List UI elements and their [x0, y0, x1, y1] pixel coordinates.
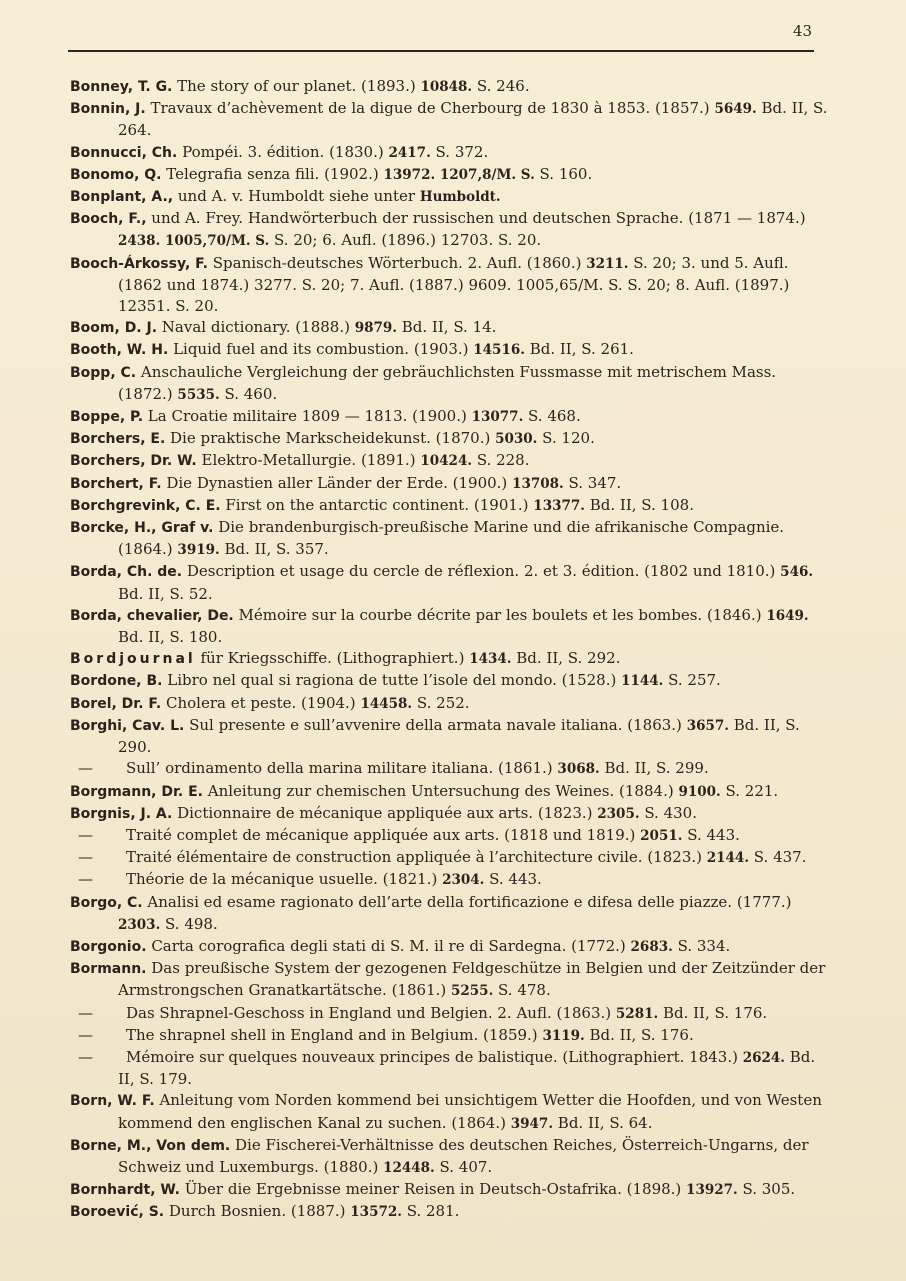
entry-title: Anleitung vom Norden kommend bei unsichtigem Wetter die Hoofden, und von Westen kommend den englischen Kanal zu suchen. (1864.) [118, 1091, 822, 1132]
entry-reference: Bd. II, S. 357. [219, 540, 329, 559]
catalog-entry [70, 317, 830, 339]
entry-number: 3119. [542, 1027, 585, 1044]
entry-title: Elektro-Metallurgie. (1891.) [196, 451, 421, 470]
entry-number: Humboldt. [419, 189, 501, 206]
entry-author: Borgmann, Dr. E. [70, 783, 203, 800]
entry-author: Born, W. F. [70, 1093, 155, 1110]
entry-author: Bormann. [70, 961, 147, 978]
entry-author: Bonney, T. G. [70, 79, 173, 95]
entry-title: Traité complet de mécanique appliquée aux arts. (1818 und 1819.) [126, 825, 641, 844]
entry-title: Die Dynastien aller Länder der Erde. (1900.) [161, 473, 513, 492]
entry-number: 2624. [742, 1049, 785, 1066]
catalog-entry [70, 825, 830, 847]
entry-title: Pompéi. 3. édition. (1830.) [177, 142, 389, 161]
catalog-entry [70, 142, 830, 164]
catalog-entry [70, 406, 830, 428]
entry-author: Bornhardt, W. [70, 1182, 181, 1199]
catalog-entry [70, 1003, 830, 1025]
entry-title: Libro nel qual si ragiona de tutte l’isole del mondo. (1528.) [162, 671, 622, 690]
catalog-entry [70, 936, 830, 958]
catalog-entry [70, 1135, 830, 1179]
entry-title: Liquid fuel and its combustion. (1903.) [168, 340, 474, 359]
entry-reference: Bd. II, S. 264. [118, 99, 828, 140]
catalog-entry [70, 186, 830, 208]
entry-author: Booch-Árkossy, F. [70, 255, 208, 272]
entry-reference: Bd. II, S. 176. [584, 1025, 694, 1044]
catalog-entry [70, 561, 830, 604]
entry-author: Booth, W. H. [70, 342, 169, 359]
entry-number: 1649. [766, 607, 809, 624]
entry-reference: S. 437. [749, 848, 807, 867]
entry-author: Borgonio. [70, 938, 147, 955]
entry-reference: Bd. II, S. 290. [118, 715, 800, 757]
catalog-entry [70, 892, 830, 936]
entry-title: und A. Frey. Handwörterbuch der russischen und deutschen Sprache. (1871 — 1874.) [146, 209, 806, 228]
entry-title: Naval dictionary. (1888.) [157, 318, 355, 337]
entry-author: Bordone, B. [70, 673, 163, 690]
catalog-entry [70, 1090, 830, 1134]
entry-title: Das Shrapnel-Geschoss in England und Belgien. 2. Aufl. (1863.) [126, 1003, 616, 1022]
entry-author: Borcke, H., Graf v. [70, 520, 214, 537]
entry-reference: Bd. II, S. 292. [511, 649, 621, 668]
entry-author: Borchert, F. [70, 475, 162, 492]
entry-reference: S. 443. [682, 825, 740, 844]
entry-author: Borchgrevink, C. E. [70, 497, 221, 514]
catalog-entry [70, 1047, 830, 1090]
entry-title: Dictionnaire de mécanique appliquée aux arts. (1823.) [172, 803, 598, 822]
entry-reference: Bd. II, S. 64. [553, 1113, 653, 1132]
entry-title: Das preußische System der gezogenen Feldgeschütze in Belgien und der Zeitzünder der Armstrongschen Granatkartätsche. (1861.) [118, 959, 826, 1000]
entry-number: 5255. [451, 983, 494, 1000]
entry-number: 10424. [420, 453, 473, 470]
catalog-entry [70, 98, 830, 141]
entry-number: 2051. [640, 827, 683, 844]
entry-reference: S. 347. [563, 473, 622, 492]
entry-title: La Croatie militaire 1809 — 1813. (1900.) [143, 407, 472, 426]
entry-number: 3211. [586, 255, 629, 272]
entry-title: Mémoire sur la courbe décrite par les boulets et les bombes. (1846.) [233, 605, 767, 624]
entry-title: First on the antarctic continent. (1901.) [220, 495, 534, 514]
entry-number: 3068. [557, 761, 600, 778]
entry-title: The shrapnel shell in England and in Belgium. (1859.) [126, 1025, 543, 1044]
catalog-entry [70, 450, 830, 472]
entry-reference: Bd. II, S. 261. [524, 340, 634, 359]
entry-reference: S. 281. [401, 1202, 460, 1221]
ditto-dash: — [78, 1003, 93, 1022]
catalog-entry [70, 473, 830, 495]
entry-author: Bopp, C. [70, 364, 137, 381]
entry-reference: S. 443. [484, 870, 542, 889]
entry-title: Spanisch-deutsches Wörterbuch. 2. Aufl. (1860.) [208, 253, 587, 272]
page-number: 43 [792, 22, 812, 40]
entry-reference: S. 20; 6. Aufl. (1896.) 12703. S. 20. [269, 231, 542, 250]
entry-author: Booch, F., [70, 211, 147, 228]
entry-title: Über die Ergebnisse meiner Reisen in Deutsch-Ostafrika. (1898.) [180, 1180, 687, 1199]
entry-number: 5535. [177, 386, 220, 403]
catalog-entry [70, 693, 830, 715]
ditto-dash: — [78, 759, 93, 778]
catalog-entry [70, 362, 830, 406]
ditto-dash: — [78, 825, 93, 844]
catalog-entry [70, 428, 830, 450]
entry-author: Borda, chevalier, De. [70, 607, 234, 624]
catalog-entry [70, 869, 830, 891]
catalog-entry [70, 781, 830, 803]
entry-reference: S. 228. [472, 451, 530, 470]
entry-number: 2438. 1005,70/M. S. [118, 233, 270, 250]
entry-reference: S. 407. [434, 1157, 493, 1176]
entry-number: 13972. 1207,8/M. S. [383, 166, 535, 183]
entry-title: Durch Bosnien. (1887.) [164, 1202, 351, 1221]
catalog-entry [70, 670, 830, 692]
entry-reference: S. 468. [523, 407, 581, 426]
entry-number: 10848. [420, 79, 473, 95]
entry-title: Description et usage du cercle de réflexion. 2. et 3. édition. (1802 und 1810.) [182, 562, 781, 581]
catalog-entry [70, 648, 830, 670]
entry-number: 1434. [469, 651, 512, 668]
entry-author: Borchers, E. [70, 431, 166, 448]
header-rule [68, 50, 814, 52]
entry-number: 2303. [118, 916, 161, 933]
entry-number: 13708. [512, 475, 564, 492]
catalog-entry [70, 517, 830, 561]
catalog-entry [70, 958, 830, 1002]
entry-title: Anschauliche Vergleichung der gebräuchlichsten Fussmasse mit metrischem Mass. (1872.) [118, 362, 777, 403]
entry-reference: S. 160. [534, 164, 593, 183]
catalog-entry [70, 1025, 830, 1047]
entry-author: Boom, D. J. [70, 320, 158, 337]
catalog-entry [70, 847, 830, 869]
entry-number: 1144. [621, 673, 664, 690]
entry-reference: Bd. II, S. 108. [584, 495, 694, 514]
entry-reference: S. 252. [412, 693, 470, 712]
entry-number: 9879. [354, 320, 397, 337]
entry-number: 14516. [473, 342, 525, 359]
entry-reference: S. 498. [160, 914, 218, 933]
entry-author: Boroević, S. [70, 1204, 165, 1221]
entry-author: Borda, Ch. de. [70, 564, 183, 581]
entry-reference: Bd. II, S. 180. [118, 628, 223, 647]
catalog-entry [70, 164, 830, 186]
entry-title: Cholera et peste. (1904.) [161, 693, 361, 712]
entry-author: Bordjournal [70, 651, 196, 668]
entry-reference: Bd. II, S. 176. [658, 1003, 768, 1022]
entry-reference: Bd. II, S. 14. [397, 318, 497, 337]
ditto-dash: — [78, 870, 93, 889]
entry-author: Bonnucci, Ch. [70, 144, 178, 161]
entry-number: 2144. [706, 850, 750, 867]
entry-reference: Bd. II, S. 299. [599, 759, 709, 778]
catalog-entries [70, 76, 830, 1224]
entry-title: The story of our planet. (1893.) [172, 77, 421, 95]
entry-number: 13077. [471, 409, 524, 426]
entry-title: Die Fischerei-Verhältnisse des deutschen Reiches, Österreich-Ungarns, der Schweiz und Luxemburgs. (1880.) [118, 1135, 809, 1176]
entry-author: Borgo, C. [70, 894, 143, 911]
entry-title: Die brandenburgisch-preußische Marine und die afrikanische Compagnie. (1864.) [118, 518, 785, 559]
entry-number: 546. [780, 564, 814, 581]
catalog-entry [70, 339, 830, 361]
entry-number: 2305. [597, 805, 640, 822]
entry-title: Analisi ed esame ragionato dell’arte della fortificazione e difesa delle piazze. (1777.) [142, 892, 792, 911]
entry-number: 2683. [630, 938, 673, 955]
entry-reference: S. 120. [537, 429, 595, 448]
entry-number: 3919. [177, 542, 220, 559]
entry-number: 2304. [442, 872, 485, 889]
entry-reference: S. 460. [219, 384, 278, 403]
entry-reference: S. 334. [672, 936, 731, 955]
entry-title: Die praktische Markscheidekunst. (1870.) [165, 429, 496, 448]
entry-title: Sull’ ordinamento della marina militare italiana. (1861.) [126, 759, 558, 778]
entry-reference: S. 257. [663, 671, 721, 690]
entry-reference: S. 372. [430, 142, 489, 161]
entry-number: 13377. [533, 497, 585, 514]
entry-number: 2417. [388, 144, 431, 161]
entry-number: 14458. [360, 695, 413, 712]
entry-reference: S. 478. [493, 981, 551, 1000]
catalog-entry [70, 76, 830, 98]
catalog-entry [70, 253, 830, 318]
catalog-entry [70, 1179, 830, 1201]
entry-title: für Kriegsschiffe. (Lithographiert.) [195, 649, 470, 668]
entry-author: Borchers, Dr. W. [70, 453, 197, 470]
catalog-entry [70, 758, 830, 780]
entry-number: 5030. [495, 431, 538, 448]
entry-number: 9100. [678, 783, 721, 800]
catalog-entry [70, 495, 830, 517]
catalog-entry [70, 208, 830, 252]
entry-title: und A. v. Humboldt siehe unter [173, 187, 420, 206]
entry-author: Bonplant, A., [70, 189, 174, 206]
entry-title: Théorie de la mécanique usuelle. (1821.) [126, 870, 443, 889]
entry-reference: Bd. II, S. 179. [118, 1047, 816, 1089]
entry-reference: S. 221. [720, 781, 779, 800]
entry-number: 13572. [350, 1204, 402, 1221]
entry-title: Mémoire sur quelques nouveaux principes de balistique. (Lithographiert. 1843.) [126, 1047, 743, 1066]
entry-title: Travaux d’achèvement de la digue de Cherbourg de 1830 à 1853. (1857.) [145, 99, 715, 118]
entry-author: Borne, M., Von dem. [70, 1137, 231, 1154]
ditto-dash: — [78, 1047, 93, 1066]
catalog-entry [70, 715, 830, 758]
entry-title: Telegrafia senza fili. (1902.) [161, 164, 384, 183]
ditto-dash: — [78, 1025, 93, 1044]
catalog-entry [70, 803, 830, 825]
catalog-entry [70, 1201, 830, 1223]
entry-number: 3657. [686, 717, 729, 734]
entry-author: Borel, Dr. F. [70, 695, 162, 712]
entry-author: Bonomo, Q. [70, 166, 162, 183]
entry-number: 5281. [615, 1005, 659, 1022]
entry-title: Sul presente e sull’avvenire della armata navale italiana. (1863.) [184, 715, 687, 734]
entry-number: 13927. [686, 1182, 738, 1199]
entry-reference: Bd. II, S. 52. [118, 584, 213, 603]
entry-reference: S. 246. [472, 77, 530, 95]
entry-author: Borgnis, J. A. [70, 805, 173, 822]
entry-author: Borghi, Cav. L. [70, 717, 185, 734]
entry-reference: S. 430. [639, 803, 697, 822]
entry-title: Anleitung zur chemischen Untersuchung des Weines. (1884.) [202, 781, 679, 800]
entry-number: 5649. [714, 101, 757, 118]
entry-reference: S. 20; 3. und 5. Aufl. (1862 und 1874.) 3277. S. 20; 7. Aufl. (1887.) 9609. 1005,65/M. S. S. 20; 8. Aufl. (1897.) 12351. S. 20. [118, 253, 790, 316]
entry-title: Traité élémentaire de construction appliquée à l’architecture civile. (1823.) [126, 848, 707, 867]
entry-number: 3947. [510, 1115, 554, 1132]
entry-title: Carta corografica degli stati di S. M. il re di Sardegna. (1772.) [146, 936, 631, 955]
entry-author: Boppe, P. [70, 409, 144, 426]
entry-author: Bonnin, J. [70, 101, 146, 118]
entry-number: 12448. [383, 1159, 435, 1176]
catalog-entry [70, 605, 830, 648]
entry-reference: S. 305. [737, 1180, 796, 1199]
ditto-dash: — [78, 848, 93, 867]
